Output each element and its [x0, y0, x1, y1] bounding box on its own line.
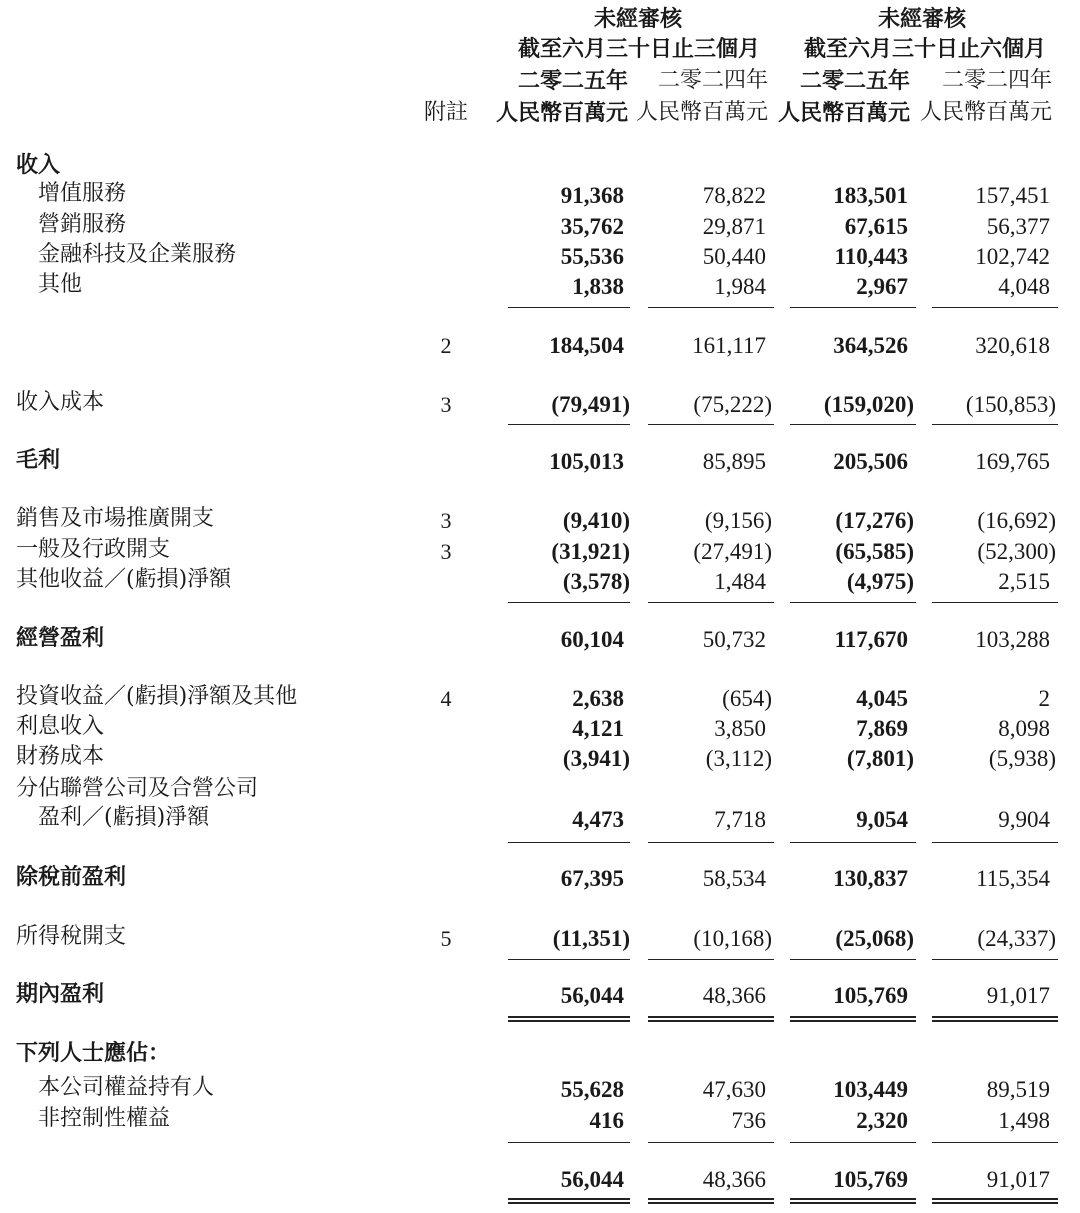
row-value-col2: 85,895 [702, 449, 766, 474]
row-value-col4: 1,498 [998, 1108, 1050, 1133]
rule-cost-c4 [932, 424, 1058, 425]
row-value-col4: 8,098 [998, 716, 1050, 741]
row-value-col4: (5,938) [988, 746, 1056, 771]
row-value-col4: 103,288 [975, 627, 1050, 652]
rule-other-income-c2 [648, 842, 774, 843]
row-value-col4: 157,451 [975, 183, 1050, 208]
col-unit-3: 人民幣百萬元 [778, 100, 911, 126]
double-rule-profit-c3 [790, 1016, 916, 1022]
row-value-col2: (654) [722, 686, 772, 711]
row-value-col2: 736 [731, 1108, 766, 1133]
row-value-col3: 183,501 [833, 183, 908, 208]
row-value-col3: 2,967 [856, 274, 908, 299]
rule-tax-c3 [790, 959, 916, 960]
row-value-col1: 35,762 [560, 214, 624, 239]
row-value-col2: 48,366 [702, 1167, 766, 1192]
row-label: 所得稅開支 [16, 924, 127, 949]
row-value-col1: 55,536 [560, 244, 624, 269]
col-unit-2: 人民幣百萬元 [636, 100, 769, 125]
row-value-col1: (3,578) [562, 569, 630, 594]
row-value-col4: 115,354 [976, 866, 1050, 891]
row-value-col3: (7,801) [846, 746, 914, 771]
row-label: 收入 [16, 152, 61, 178]
row-value-col4: 9,904 [998, 807, 1050, 832]
col-year-4: 二零二四年 [942, 68, 1053, 93]
col-year-3: 二零二五年 [800, 68, 911, 94]
row-value-col3: 2,320 [856, 1108, 908, 1133]
rule-attributable-c3 [790, 1142, 916, 1143]
row-value-col3: (159,020) [823, 392, 914, 417]
row-label: 利息收入 [16, 714, 105, 739]
double-rule-total-c2 [648, 1198, 774, 1204]
row-value-col2: 7,718 [714, 807, 766, 832]
row-value-col1: 184,504 [549, 333, 624, 358]
row-value-col1: (3,941) [562, 746, 630, 771]
row-label: 營銷服務 [38, 212, 127, 237]
row-value-col3: 110,443 [834, 244, 908, 269]
row-value-col2: 50,732 [702, 627, 766, 652]
row-note: 2 [440, 333, 452, 358]
row-value-col4: 56,377 [986, 214, 1050, 239]
double-rule-profit-c4 [932, 1016, 1058, 1022]
row-label: 下列人士應佔： [16, 1040, 171, 1066]
row-value-col1: 4,473 [572, 807, 624, 832]
row-label: 銷售及市場推廣開支 [16, 506, 215, 531]
row-note: 3 [440, 392, 452, 417]
row-label: 一般及行政開支 [16, 537, 171, 562]
row-value-col3: (17,276) [835, 508, 914, 533]
rule-opex-c2 [648, 602, 774, 603]
double-rule-profit-c2 [648, 1016, 774, 1022]
row-value-col2: 1,484 [714, 569, 766, 594]
rule-opex-c1 [508, 602, 630, 603]
row-value-col4: 169,765 [975, 449, 1050, 474]
row-label: 財務成本 [16, 744, 105, 769]
row-value-col4: (24,337) [977, 926, 1056, 951]
row-value-col2: 47,630 [702, 1077, 766, 1102]
row-value-col1: 1,838 [572, 274, 624, 299]
row-value-col4: 91,017 [986, 983, 1050, 1008]
rule-attributable-c4 [932, 1142, 1058, 1143]
rule-attributable-c2 [648, 1142, 774, 1143]
rule-revenue-subtotal-c4 [932, 307, 1058, 308]
rule-tax-c4 [932, 959, 1058, 960]
double-rule-profit-c1 [508, 1016, 630, 1022]
row-value-col3: 364,526 [833, 333, 908, 358]
row-value-col4: 102,742 [975, 244, 1050, 269]
row-value-col1: (9,410) [562, 508, 630, 533]
row-value-col1: 56,044 [560, 983, 624, 1008]
row-value-col4: 320,618 [975, 333, 1050, 358]
row-value-col4: 4,048 [998, 274, 1050, 299]
row-value-col2: 3,850 [714, 716, 766, 741]
row-value-col4: (150,853) [965, 392, 1056, 417]
col-unit-1: 人民幣百萬元 [496, 100, 629, 126]
rule-cost-c2 [648, 424, 774, 425]
rule-cost-c1 [508, 424, 630, 425]
row-value-col3: 9,054 [856, 807, 908, 832]
row-value-col3: 67,615 [844, 214, 908, 239]
row-value-col2: 48,366 [702, 983, 766, 1008]
row-value-col1: (79,491) [551, 392, 630, 417]
row-value-col2: (75,222) [693, 392, 772, 417]
rule-opex-c4 [932, 602, 1058, 603]
row-value-col2: (9,156) [704, 508, 772, 533]
row-label: 增值服務 [38, 181, 127, 206]
row-value-col3: (65,585) [835, 539, 914, 564]
row-value-col4: 91,017 [986, 1167, 1050, 1192]
row-value-col3: 105,769 [833, 983, 908, 1008]
double-rule-total-c1 [508, 1198, 630, 1204]
row-label: 其他 [38, 272, 83, 297]
row-value-col4: 89,519 [986, 1077, 1050, 1102]
row-note: 5 [440, 926, 452, 951]
row-value-col2: (27,491) [693, 539, 772, 564]
row-value-col1: 60,104 [560, 627, 624, 652]
rule-other-income-c4 [932, 842, 1058, 843]
row-value-col2: 161,117 [692, 333, 766, 358]
row-value-col2: 1,984 [714, 274, 766, 299]
group2-title: 未經審核 [878, 6, 967, 32]
row-value-col4: (16,692) [977, 508, 1056, 533]
row-label: 除稅前盈利 [16, 864, 127, 890]
row-value-col3: 7,869 [856, 716, 908, 741]
row-value-col2: 78,822 [702, 183, 766, 208]
row-value-col1: 4,121 [572, 716, 624, 741]
row-note: 3 [440, 508, 452, 533]
row-value-col1: (11,351) [552, 926, 630, 951]
row-value-col3: (4,975) [846, 569, 914, 594]
row-value-col3: 4,045 [856, 686, 908, 711]
row-label: 毛利 [16, 447, 61, 473]
group1-title: 未經審核 [594, 6, 683, 32]
row-value-col2: 50,440 [702, 244, 766, 269]
row-value-col1: 2,638 [572, 686, 624, 711]
row-value-col1: 56,044 [560, 1167, 624, 1192]
col-unit-4: 人民幣百萬元 [920, 100, 1053, 125]
row-value-col1: 67,395 [560, 866, 624, 891]
rule-revenue-subtotal-c1 [508, 307, 630, 308]
row-value-col4: (52,300) [977, 539, 1056, 564]
group1-period: 截至六月三十日止三個月 [518, 36, 761, 62]
group2-period: 截至六月三十日止六個月 [804, 36, 1047, 62]
row-value-col4: 2 [1038, 686, 1050, 711]
rule-revenue-subtotal-c2 [648, 307, 774, 308]
rule-tax-c1 [508, 959, 630, 960]
row-value-col3: 117,670 [834, 627, 908, 652]
row-value-col3: (25,068) [835, 926, 914, 951]
row-value-col3: 103,449 [833, 1077, 908, 1102]
row-label: 期內盈利 [16, 981, 105, 1007]
row-value-col2: (3,112) [705, 746, 772, 771]
row-label: 金融科技及企業服務 [38, 242, 237, 267]
row-value-col2: 29,871 [702, 214, 766, 239]
row-value-col1: 416 [589, 1108, 624, 1133]
double-rule-total-c3 [790, 1198, 916, 1204]
row-value-col3: 130,837 [833, 866, 908, 891]
rule-revenue-subtotal-c3 [790, 307, 916, 308]
rule-cost-c3 [790, 424, 916, 425]
rule-other-income-c3 [790, 842, 916, 843]
row-value-col1: 105,013 [549, 449, 624, 474]
row-label: 盈利／(虧損)淨額 [38, 805, 210, 830]
rule-attributable-c1 [508, 1142, 630, 1143]
row-value-col1: (31,921) [551, 539, 630, 564]
row-note: 3 [440, 539, 452, 564]
row-label: 非控制性權益 [38, 1106, 171, 1131]
row-value-col3: 205,506 [833, 449, 908, 474]
row-value-col2: (10,168) [693, 926, 772, 951]
row-label: 收入成本 [16, 390, 105, 415]
row-value-col3: 105,769 [833, 1167, 908, 1192]
col-year-1: 二零二五年 [518, 68, 629, 94]
double-rule-total-c4 [932, 1198, 1058, 1204]
rule-other-income-c1 [508, 842, 630, 843]
note-column-header: 附註 [424, 100, 469, 125]
row-label: 本公司權益持有人 [38, 1075, 215, 1100]
row-value-col1: 55,628 [560, 1077, 624, 1102]
row-label: 投資收益／(虧損)淨額及其他 [16, 684, 298, 709]
col-year-2: 二零二四年 [658, 68, 769, 93]
row-value-col1: 91,368 [560, 183, 624, 208]
row-label: 其他收益／(虧損)淨額 [16, 567, 232, 592]
row-value-col4: 2,515 [998, 569, 1050, 594]
rule-opex-c3 [790, 602, 916, 603]
row-label: 經營盈利 [16, 625, 105, 651]
rule-tax-c2 [648, 959, 774, 960]
row-note: 4 [440, 686, 452, 711]
row-label: 分佔聯營公司及合營公司 [16, 776, 259, 801]
row-value-col2: 58,534 [702, 866, 766, 891]
